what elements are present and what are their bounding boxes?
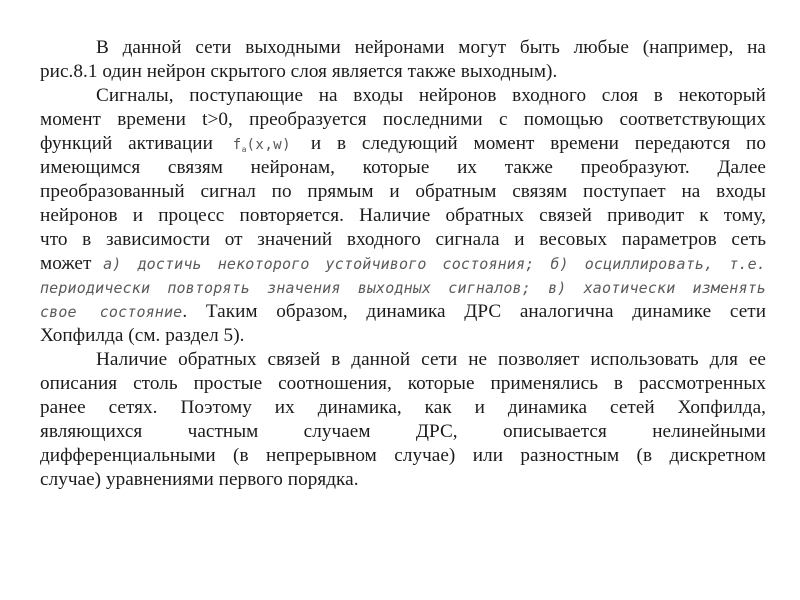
paragraph-3-line-2: описания столь простые соотношения, которые применялись в рассмотренных [40, 373, 766, 394]
paragraph-1-line-2: рис.8.1 один нейрон скрытого слоя является также выходным). [40, 61, 558, 82]
paragraph-2-line-10 [40, 300, 766, 324]
formula-subscript: a [241, 145, 247, 154]
document-page [40, 0, 766, 600]
paragraph-1-line-1: В данной сети выходными нейронами могут быть любые (например, на [96, 37, 766, 58]
paragraph-2-line-1: Сигналы, поступающие на входы нейронов входного слоя в некоторый [96, 85, 766, 106]
paragraph-3-line-5: дифференциальными (в непрерывном случае) или разностным (в дискретном [40, 445, 766, 466]
activation-text: функций активации [40, 133, 213, 154]
paragraph-2-line-7: что в зависимости от значений входного сигнала и весовых параметров сеть [40, 229, 766, 250]
activation-text-after: и в следующий момент времени передаются по [310, 133, 766, 154]
activation-function-formula [229, 137, 295, 153]
paragraph-2-line-3 [40, 132, 766, 156]
formula-arguments: (x,w) [246, 137, 292, 153]
paragraph-3-line-6: случае) уравнениями первого порядка. [40, 469, 359, 490]
paragraph-2-line-11: Хопфилда (см. раздел 5). [40, 325, 245, 346]
paragraph-3-line-1: Наличие обратных связей в данной сети не позволяет использовать для ее [96, 349, 766, 370]
paragraph-3-line-3: ранее сетях. Поэтому их динамика, как и динамика сетей Хопфилда, [40, 397, 766, 418]
formula-main: f [232, 137, 242, 153]
may-text: может [40, 253, 92, 274]
comparison-text: . Таким образом, динамика ДРС аналогична динамике сети [182, 301, 767, 322]
paragraph-2-line-2: момент времени t>0, преобразуется последними с помощью соответствующих [40, 109, 766, 130]
paragraph-2-line-5: преобразованный сигнал по прямым и обратным связям поступает на входы [40, 181, 766, 202]
paragraph-2-line-9 [40, 276, 766, 300]
state-option-a-b: а) достичь некоторого устойчивого состояния; б) осциллировать, т.е. [103, 255, 766, 273]
paragraph-2-line-6: нейронов и процесс повторяется. Наличие обратных связей приводит к тому, [40, 205, 766, 226]
state-option-b-c: периодически повторять значения выходных сигналов; в) хаотически изменять [40, 279, 766, 297]
paragraph-3-line-4: являющихся частным случаем ДРС, описывается нелинейными [40, 421, 766, 442]
document-text [40, 36, 766, 492]
paragraph-2-line-4: имеющимся связям нейронам, которые их также преобразуют. Далее [40, 157, 766, 178]
paragraph-2-line-8 [40, 252, 766, 276]
state-option-end: свое состояние [40, 303, 183, 321]
